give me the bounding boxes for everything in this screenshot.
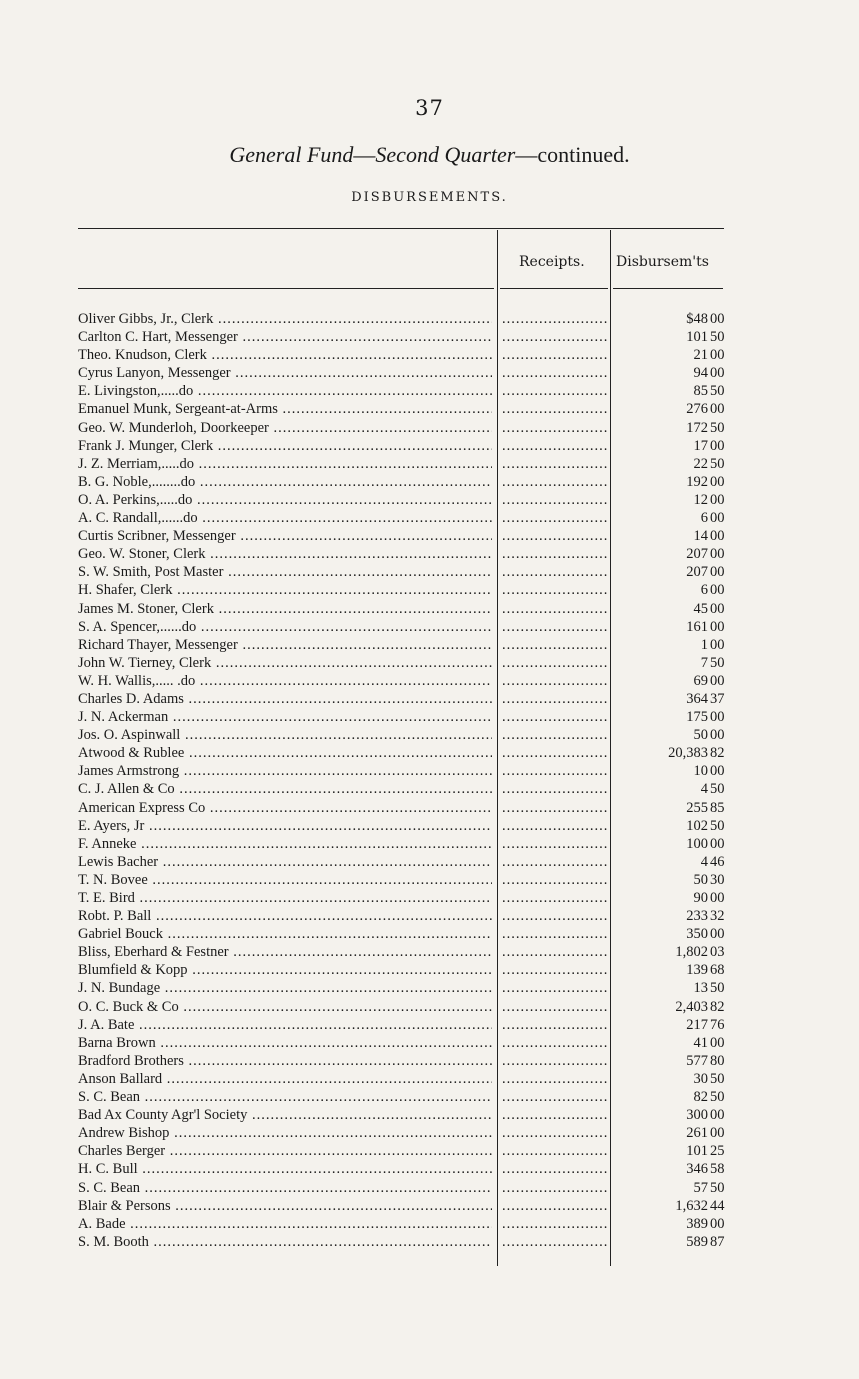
payee-name: T. N. Bovee .....	[78, 871, 492, 889]
payee-name: E. Livingston,.....do .....	[78, 382, 492, 400]
table-row	[78, 382, 724, 400]
receipts-cell	[502, 509, 607, 527]
table-row	[78, 979, 724, 997]
payee-name: T. E. Bird .....	[78, 889, 492, 907]
disbursement-dollars: 7	[700, 654, 708, 671]
table-row	[78, 1142, 724, 1160]
receipts-cell	[502, 1016, 607, 1034]
table-row	[78, 744, 724, 762]
payee-name: S. A. Spencer,......do .....	[78, 618, 492, 636]
receipts-cell	[502, 1215, 607, 1233]
disbursement-cents: 00	[710, 835, 725, 852]
table-row	[78, 780, 724, 798]
table-row	[78, 835, 724, 853]
table-row	[78, 310, 724, 328]
disbursement-cents: 58	[710, 1161, 725, 1178]
disbursement-cents: 00	[710, 437, 725, 454]
payee-name: Carlton C. Hart, Messenger .....	[78, 328, 492, 346]
payee-name: H. C. Bull .....	[78, 1160, 492, 1178]
disbursement-dollars: 1	[700, 636, 708, 653]
disbursements-table	[78, 228, 724, 1268]
receipts-cell	[502, 364, 607, 382]
receipts-cell	[502, 1233, 607, 1251]
table-row	[78, 889, 724, 907]
disbursement-dollars: 45	[693, 600, 708, 617]
disbursement-dollars: 217	[686, 1016, 708, 1033]
disbursement-dollars: 50	[693, 871, 708, 888]
disbursement-dollars: 207	[686, 546, 708, 563]
disbursement-cents: 00	[710, 311, 725, 327]
disbursement-cents: 50	[710, 781, 725, 798]
disbursement-dollars: 101	[686, 1143, 708, 1160]
receipts-cell	[502, 726, 607, 744]
payee-name: John W. Tierney, Clerk .....	[78, 654, 492, 672]
table-row	[78, 455, 724, 473]
receipts-cell	[502, 1197, 607, 1215]
disbursement-cents: 00	[710, 727, 725, 744]
table-row	[78, 600, 724, 618]
table-row	[78, 1088, 724, 1106]
payee-name: Cyrus Lanyon, Messenger .....	[78, 364, 492, 382]
receipts-cell	[502, 581, 607, 599]
payee-name: Atwood & Rublee .....	[78, 744, 492, 762]
table-body	[78, 310, 724, 1251]
receipts-cell	[502, 1179, 607, 1197]
disbursement-dollars: $48	[686, 311, 708, 327]
disbursement-cents: 46	[710, 853, 725, 870]
disbursement-cents: 03	[710, 944, 725, 961]
table-row	[78, 907, 724, 925]
table-row	[78, 437, 724, 455]
disbursement-cents: 37	[710, 690, 725, 707]
receipts-cell	[502, 618, 607, 636]
disbursement-dollars: 346	[686, 1161, 708, 1178]
table-row	[78, 1233, 724, 1251]
receipts-cell	[502, 1106, 607, 1124]
page-title	[0, 142, 859, 168]
disbursement-dollars: 50	[693, 727, 708, 744]
disbursement-cents: 00	[710, 1215, 725, 1232]
payee-name: F. Anneke .....	[78, 835, 492, 853]
payee-name: Charles D. Adams .....	[78, 690, 492, 708]
table-row	[78, 690, 724, 708]
table-row	[78, 1070, 724, 1088]
disbursement-dollars: 261	[686, 1125, 708, 1142]
table-row	[78, 328, 724, 346]
disbursement-dollars: 13	[693, 980, 708, 997]
disbursement-cents: 82	[710, 998, 725, 1015]
table-row	[78, 961, 724, 979]
disbursement-cents: 85	[710, 799, 725, 816]
disbursement-cents: 50	[710, 383, 725, 400]
table-row	[78, 1160, 724, 1178]
payee-name: J. A. Bate .....	[78, 1016, 492, 1034]
disbursement-cents: 44	[710, 1197, 725, 1214]
payee-name: W. H. Wallis,..... .do .....	[78, 672, 492, 690]
payee-name: Emanuel Munk, Sergeant-at-Arms .....	[78, 400, 492, 418]
table-row	[78, 1106, 724, 1124]
payee-name: Blair & Persons .....	[78, 1197, 492, 1215]
payee-name: Anson Ballard .....	[78, 1070, 492, 1088]
receipts-cell	[502, 817, 607, 835]
receipts-cell	[502, 871, 607, 889]
table-row	[78, 618, 724, 636]
disbursement-cents: 00	[710, 672, 725, 689]
receipts-cell	[502, 925, 607, 943]
page-number: 37	[415, 96, 444, 120]
disbursement-dollars: 577	[686, 1052, 708, 1069]
disbursement-dollars: 207	[686, 564, 708, 581]
disbursement-dollars: 1,632	[675, 1197, 708, 1214]
disbursement-dollars: 82	[693, 1089, 708, 1106]
payee-name: Gabriel Bouck .....	[78, 925, 492, 943]
payee-name: S. M. Booth .....	[78, 1233, 492, 1251]
disbursement-dollars: 100	[686, 835, 708, 852]
disbursement-cents: 00	[710, 709, 725, 726]
title-quarter: Second Quarter	[375, 142, 516, 167]
receipts-cell	[502, 328, 607, 346]
table-row	[78, 1215, 724, 1233]
table-row	[78, 527, 724, 545]
disbursement-cents: 00	[710, 600, 725, 617]
disbursement-cents: 00	[710, 473, 725, 490]
disbursement-dollars: 161	[686, 618, 708, 635]
disbursement-dollars: 85	[693, 383, 708, 400]
disbursement-dollars: 12	[693, 491, 708, 508]
disbursement-dollars: 21	[693, 347, 708, 364]
payee-name: S. C. Bean .....	[78, 1179, 492, 1197]
disbursement-cents: 50	[710, 1089, 725, 1106]
payee-name: Barna Brown .....	[78, 1034, 492, 1052]
disbursement-cents: 00	[710, 926, 725, 943]
disbursement-dollars: 192	[686, 473, 708, 490]
disbursement-cents: 50	[710, 980, 725, 997]
payee-name: O. A. Perkins,.....do .....	[78, 491, 492, 509]
receipts-cell	[502, 835, 607, 853]
payee-name: James Armstrong .....	[78, 762, 492, 780]
disbursement-cents: 00	[710, 1034, 725, 1051]
receipts-cell	[502, 1052, 607, 1070]
disbursement-cents: 68	[710, 962, 725, 979]
payee-name: Richard Thayer, Messenger .....	[78, 636, 492, 654]
receipts-cell	[502, 310, 607, 328]
section-heading: DISBURSEMENTS.	[351, 190, 508, 205]
table-row	[78, 545, 724, 563]
disbursement-dollars: 20,383	[668, 745, 708, 762]
payee-name: Oliver Gibbs, Jr., Clerk .....	[78, 310, 492, 328]
table-row	[78, 998, 724, 1016]
disbursement-dollars: 102	[686, 817, 708, 834]
receipts-cell	[502, 1070, 607, 1088]
disbursement-cents: 50	[710, 1070, 725, 1087]
receipts-cell	[502, 799, 607, 817]
disbursement-cents: 00	[710, 510, 725, 527]
disbursement-dollars: 276	[686, 401, 708, 418]
disbursement-cents: 00	[710, 564, 725, 581]
receipts-cell	[502, 545, 607, 563]
receipts-cell	[502, 672, 607, 690]
table-row	[78, 853, 724, 871]
table-row	[78, 672, 724, 690]
table-row	[78, 1052, 724, 1070]
disbursement-dollars: 57	[693, 1179, 708, 1196]
disbursement-cents: 30	[710, 871, 725, 888]
disbursement-cents: 00	[710, 582, 725, 599]
table-row	[78, 509, 724, 527]
payee-name: Charles Berger .....	[78, 1142, 492, 1160]
disbursement-cents: 00	[710, 1107, 725, 1124]
table-top-rule	[78, 228, 724, 229]
table-row	[78, 636, 724, 654]
payee-name: Theo. Knudson, Clerk .....	[78, 346, 492, 364]
disbursement-dollars: 4	[700, 853, 708, 870]
payee-name: O. C. Buck & Co .....	[78, 998, 492, 1016]
disbursement-cents: 00	[710, 1125, 725, 1142]
disbursement-dollars: 172	[686, 419, 708, 436]
payee-name: C. J. Allen & Co .....	[78, 780, 492, 798]
receipts-cell	[502, 979, 607, 997]
receipts-cell	[502, 961, 607, 979]
payee-name: J. N. Ackerman .....	[78, 708, 492, 726]
payee-name: Blumfield & Kopp .....	[78, 961, 492, 979]
disbursement-cents: 00	[710, 890, 725, 906]
disbursement-dollars: 101	[686, 329, 708, 346]
payee-name: Lewis Bacher .....	[78, 853, 492, 871]
receipts-cell	[502, 654, 607, 672]
receipts-cell	[502, 943, 607, 961]
disbursement-dollars: 255	[686, 799, 708, 816]
disbursement-cents: 82	[710, 745, 725, 762]
receipts-cell	[502, 419, 607, 437]
disbursement-cents: 00	[710, 347, 725, 364]
disbursement-dollars: 139	[686, 962, 708, 979]
disbursement-dollars: 69	[693, 672, 708, 689]
receipts-cell	[502, 780, 607, 798]
payee-name: Bliss, Eberhard & Festner .....	[78, 943, 492, 961]
receipts-cell	[502, 455, 607, 473]
payee-name: A. Bade .....	[78, 1215, 492, 1233]
payee-name: Robt. P. Ball .....	[78, 907, 492, 925]
disbursement-dollars: 10	[693, 763, 708, 780]
receipts-cell	[502, 998, 607, 1016]
disbursement-dollars: 94	[693, 365, 708, 382]
receipts-cell	[502, 1088, 607, 1106]
table-row	[78, 925, 724, 943]
header-rule-name	[78, 288, 494, 289]
disbursement-cents: 50	[710, 329, 725, 346]
receipts-cell	[502, 473, 607, 491]
disbursement-dollars: 41	[693, 1034, 708, 1051]
disbursement-dollars: 350	[686, 926, 708, 943]
disbursement-cents: 00	[710, 636, 725, 653]
receipts-cell	[502, 636, 607, 654]
receipts-cell	[502, 527, 607, 545]
header-rule-receipts	[500, 288, 608, 289]
receipts-cell	[502, 382, 607, 400]
table-row	[78, 581, 724, 599]
title-continued: continued.	[537, 142, 630, 167]
disbursement-cents: 50	[710, 455, 725, 472]
table-row	[78, 473, 724, 491]
receipts-cell	[502, 762, 607, 780]
disbursement-cents: 00	[710, 763, 725, 780]
receipts-cell	[502, 1034, 607, 1052]
table-row	[78, 419, 724, 437]
disbursement-cents: 25	[710, 1143, 725, 1160]
payee-name: A. C. Randall,......do .....	[78, 509, 492, 527]
table-row	[78, 1034, 724, 1052]
receipts-cell	[502, 1160, 607, 1178]
receipts-cell	[502, 437, 607, 455]
table-row	[78, 762, 724, 780]
disbursement-cents: 50	[710, 419, 725, 436]
table-row	[78, 726, 724, 744]
disbursement-dollars: 22	[693, 455, 708, 472]
table-row	[78, 491, 724, 509]
disbursement-cents: 50	[710, 654, 725, 671]
payee-name: Curtis Scribner, Messenger .....	[78, 527, 492, 545]
payee-name: Andrew Bishop .....	[78, 1124, 492, 1142]
title-dash-2: —	[515, 142, 538, 167]
table-row	[78, 799, 724, 817]
disbursement-cents: 00	[710, 491, 725, 508]
payee-name: Jos. O. Aspinwall .....	[78, 726, 492, 744]
disbursement-cents: 00	[710, 618, 725, 635]
receipts-cell	[502, 563, 607, 581]
disbursement-cents: 00	[710, 365, 725, 382]
receipts-cell	[502, 1124, 607, 1142]
table-row	[78, 400, 724, 418]
disbursement-dollars: 389	[686, 1215, 708, 1232]
receipts-cell	[502, 907, 607, 925]
disbursement-cents: 87	[710, 1233, 725, 1250]
table-row	[78, 1016, 724, 1034]
payee-name: J. Z. Merriam,.....do .....	[78, 455, 492, 473]
payee-name: E. Ayers, Jr .....	[78, 817, 492, 835]
table-row	[78, 1124, 724, 1142]
receipts-cell	[502, 400, 607, 418]
disbursement-dollars: 1,802	[675, 944, 708, 961]
payee-name: Geo. W. Munderloh, Doorkeeper .....	[78, 419, 492, 437]
receipts-cell	[502, 1142, 607, 1160]
payee-name: H. Shafer, Clerk .....	[78, 581, 492, 599]
payee-name: Frank J. Munger, Clerk .....	[78, 437, 492, 455]
payee-name: Bad Ax County Agr'l Society .....	[78, 1106, 492, 1124]
payee-name: James M. Stoner, Clerk .....	[78, 600, 492, 618]
disbursement-dollars: 6	[700, 510, 708, 527]
header-rule-disbursements	[613, 288, 723, 289]
table-row	[78, 817, 724, 835]
table-row	[78, 346, 724, 364]
receipts-cell	[502, 491, 607, 509]
disbursement-dollars: 6	[700, 582, 708, 599]
receipts-cell	[502, 889, 607, 907]
payee-name: Geo. W. Stoner, Clerk .....	[78, 545, 492, 563]
title-fund: General Fund	[229, 142, 354, 167]
table-row	[78, 708, 724, 726]
disbursement-dollars: 2,403	[675, 998, 708, 1015]
disbursement-cents: 50	[710, 817, 725, 834]
disbursement-cents: 76	[710, 1016, 725, 1033]
disbursement-dollars: 364	[686, 690, 708, 707]
disbursement-cents: 50	[710, 1179, 725, 1196]
disbursement-cents: 00	[710, 546, 725, 563]
disbursement-dollars: 300	[686, 1107, 708, 1124]
disbursement-dollars: 233	[686, 908, 708, 925]
receipts-cell	[502, 690, 607, 708]
title-dash-1: —	[353, 142, 376, 167]
table-row	[78, 871, 724, 889]
table-row	[78, 654, 724, 672]
table-row	[78, 943, 724, 961]
disbursement-cents: 00	[710, 528, 725, 545]
receipts-cell	[502, 708, 607, 726]
column-header-disbursements: Disbursem'ts	[616, 254, 709, 270]
payee-name: J. N. Bundage .....	[78, 979, 492, 997]
disbursement-dollars: 589	[686, 1233, 708, 1250]
disbursement-cents: 32	[710, 908, 725, 925]
column-header-receipts: Receipts.	[519, 254, 585, 270]
disbursement-cents: 00	[710, 401, 725, 418]
payee-name: S. C. Bean .....	[78, 1088, 492, 1106]
receipts-cell	[502, 600, 607, 618]
payee-name: Bradford Brothers .....	[78, 1052, 492, 1070]
payee-name: S. W. Smith, Post Master .....	[78, 563, 492, 581]
payee-name: B. G. Noble,........do .....	[78, 473, 492, 491]
receipts-cell	[502, 744, 607, 762]
table-row	[78, 1179, 724, 1197]
receipts-cell	[502, 346, 607, 364]
payee-name: American Express Co .....	[78, 799, 492, 817]
disbursement-dollars: 30	[693, 1070, 708, 1087]
disbursement-dollars: 175	[686, 709, 708, 726]
disbursement-dollars: 14	[693, 528, 708, 545]
disbursement-dollars: 4	[700, 781, 708, 798]
disbursement-dollars: 17	[693, 437, 708, 454]
table-row	[78, 364, 724, 382]
disbursement-dollars: 90	[693, 890, 708, 906]
table-row	[78, 563, 724, 581]
receipts-cell	[502, 853, 607, 871]
disbursement-cents: 80	[710, 1052, 725, 1069]
table-row	[78, 1197, 724, 1215]
